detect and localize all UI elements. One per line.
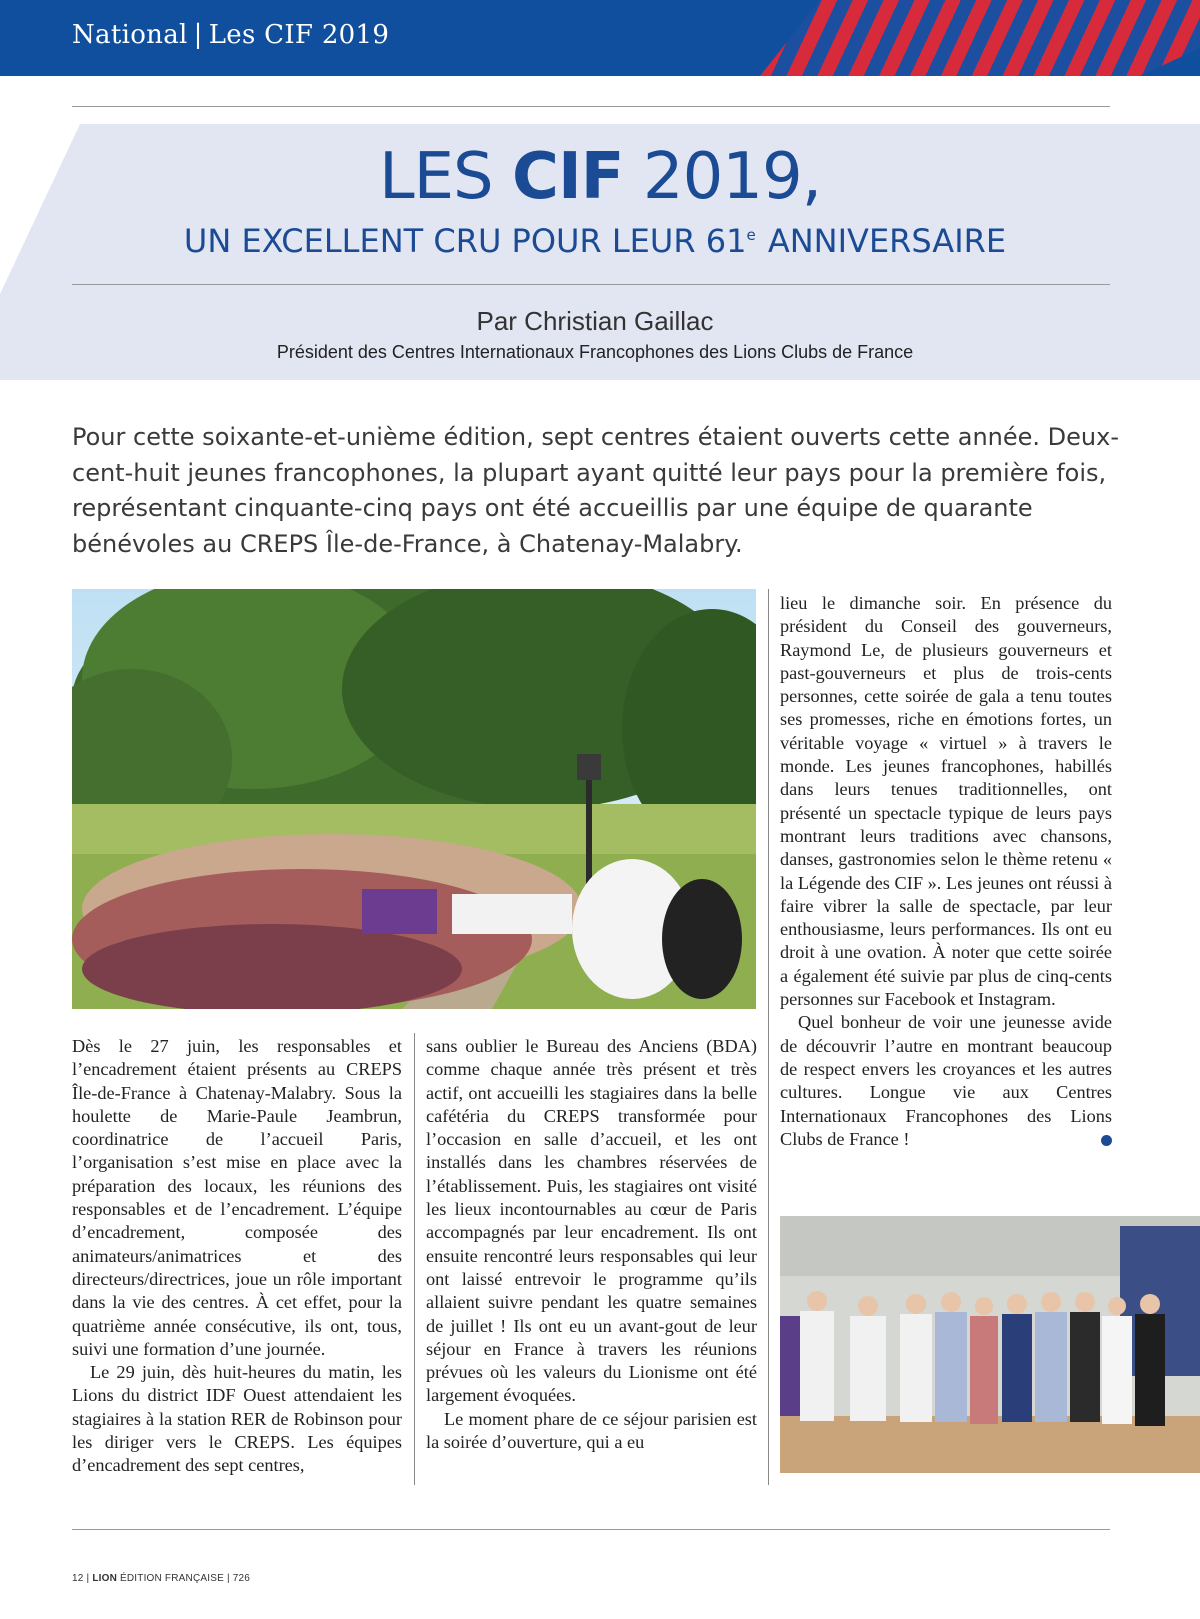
subtitle-pre: UN EXCELLENT CRU POUR LEUR 61	[183, 222, 747, 260]
subtitle-post: ANNIVERSAIRE	[757, 222, 1007, 260]
column-divider-2	[768, 589, 769, 1485]
officials-photo	[780, 1216, 1200, 1473]
article-subtitle	[0, 222, 1190, 260]
author-name: Par Christian Gaillac	[476, 306, 714, 336]
title-bold: CIF	[512, 140, 624, 214]
section-label	[72, 20, 389, 50]
footer-separator-1: |	[86, 1573, 90, 1584]
issue-number: 726	[232, 1573, 251, 1584]
title-divider	[72, 284, 1110, 285]
body-column-3	[780, 592, 1112, 1151]
author-role: Président des Centres Internationaux Francophones des Lions Clubs de France	[276, 342, 914, 362]
title-pre: LES	[378, 140, 512, 214]
subtitle-sup: e	[746, 226, 756, 244]
page-footer	[72, 1573, 250, 1584]
column-divider-1	[414, 1033, 415, 1485]
section-name: National	[72, 20, 188, 50]
col2-paragraph-1: sans oublier le Bureau des Anciens (BDA) comme chaque année très présent et très actif, ont accueilli les stagiaires dans la belle cafétéria du CREPS transformée pour l’occasion en salle d’accueil, et les ont installés dans les chambres réservées de l’établissement. Puis, les stagiaires ont visité les lieux incontournables au cœur de Paris accompagnés par leur encadrement. Ils ont ensuite rencontré leurs responsables qui leur ont laissé entrevoir le programme qu’ils allaient suivre pendant les quatre semaines de juillet ! Ils ont eu un avant-gout de leur séjour en France à travers les réunions prévues où les valeurs du Lionisme ont été largement évoquées.	[426, 1036, 757, 1406]
title-post: 2019,	[623, 140, 822, 214]
end-of-article-dot-icon	[1101, 1135, 1112, 1146]
header-bar	[0, 0, 1200, 76]
section-separator: |	[193, 20, 203, 50]
body-column-2	[426, 1035, 757, 1454]
magazine-name: LION	[92, 1573, 117, 1584]
magazine-edition: ÉDITION FRANÇAISE	[119, 1573, 224, 1584]
bottom-divider	[72, 1529, 1110, 1530]
col1-paragraph-1: Dès le 27 juin, les responsables et l’encadrement étaient présents au CREPS Île-de-France à Chatenay-Malabry. Sous la houlette de Marie-Paule Jeambrun, coordinatrice de l’accueil Paris, l’organisation s’est mise en place avec la préparation des locaux, les réunions des responsables et de l’encadrement. L’équipe d’encadrement, composée des animateurs/animatrices et des directeurs/directrices, joue un rôle important dans la vie des centres. À cet effet, pour la quatrième année consécutive, ils ont, tous, suivi une formation d’une journée.	[72, 1036, 402, 1359]
article-title	[0, 140, 1200, 214]
top-divider	[72, 106, 1110, 107]
page-number: 12	[72, 1573, 84, 1584]
col3-paragraph-2-text: Quel bonheur de voir une jeunesse avide de découvrir l’autre en montrant beaucoup de respect envers les croyances et les autres cultures. Longue vie aux Centres Internationaux Francophones des Lions Clubs de France !	[780, 1012, 1112, 1149]
col2-paragraph-2: Le moment phare de ce séjour parisien est la soirée d’ouverture, qui a eu	[426, 1408, 757, 1453]
group-photo	[72, 589, 756, 1009]
body-column-1	[72, 1035, 402, 1478]
col3-paragraph-1: lieu le dimanche soir. En présence du président du Conseil des gouverneurs, Raymond Le, de plusieurs gouverneurs et past-gouverneurs et plus de trois-cents personnes, cette soirée de gala a tenu toutes ses promesses, riche en émotions fortes, un véritable voyage « virtuel » à travers le monde. Les jeunes francophones, habillés dans leurs tenues traditionnelles, ont présenté un spectacle typique de leurs pays montrant leurs traditions avec chansons, danses, gastronomies selon le thème retenu « la Légende des CIF ». Les jeunes ont réussi à faire vibrer la salle de spectacle, par leur enthousiasme, leurs performances. Ils ont eu droit à une ovation. À noter que cette soirée a également été suivie par plus de cinq-cents personnes sur Facebook et Instagram.	[780, 593, 1112, 1010]
footer-separator-2: |	[226, 1573, 230, 1584]
section-topic: Les CIF 2019	[208, 20, 390, 50]
lead-paragraph: Pour cette soixante-et-unième édition, sept centres étaient ouverts cette année. Deux-cent-huit jeunes francophones, la plupart ayant quitté leur pays pour la première fois, représentant cinquante-cinq pays ont été accueillis par une équipe de quarante bénévoles au CREPS Île-de-France, à Chatenay-Malabry.	[72, 423, 1119, 558]
col3-paragraph-2	[780, 1011, 1112, 1151]
col1-paragraph-2: Le 29 juin, dès huit-heures du matin, les Lions du district IDF Ouest attendaient les stagiaires à la station RER de Robinson pour les diriger vers le CREPS. Les équipes d’encadrement des sept centres,	[72, 1362, 402, 1476]
header-stripes	[760, 0, 1200, 76]
